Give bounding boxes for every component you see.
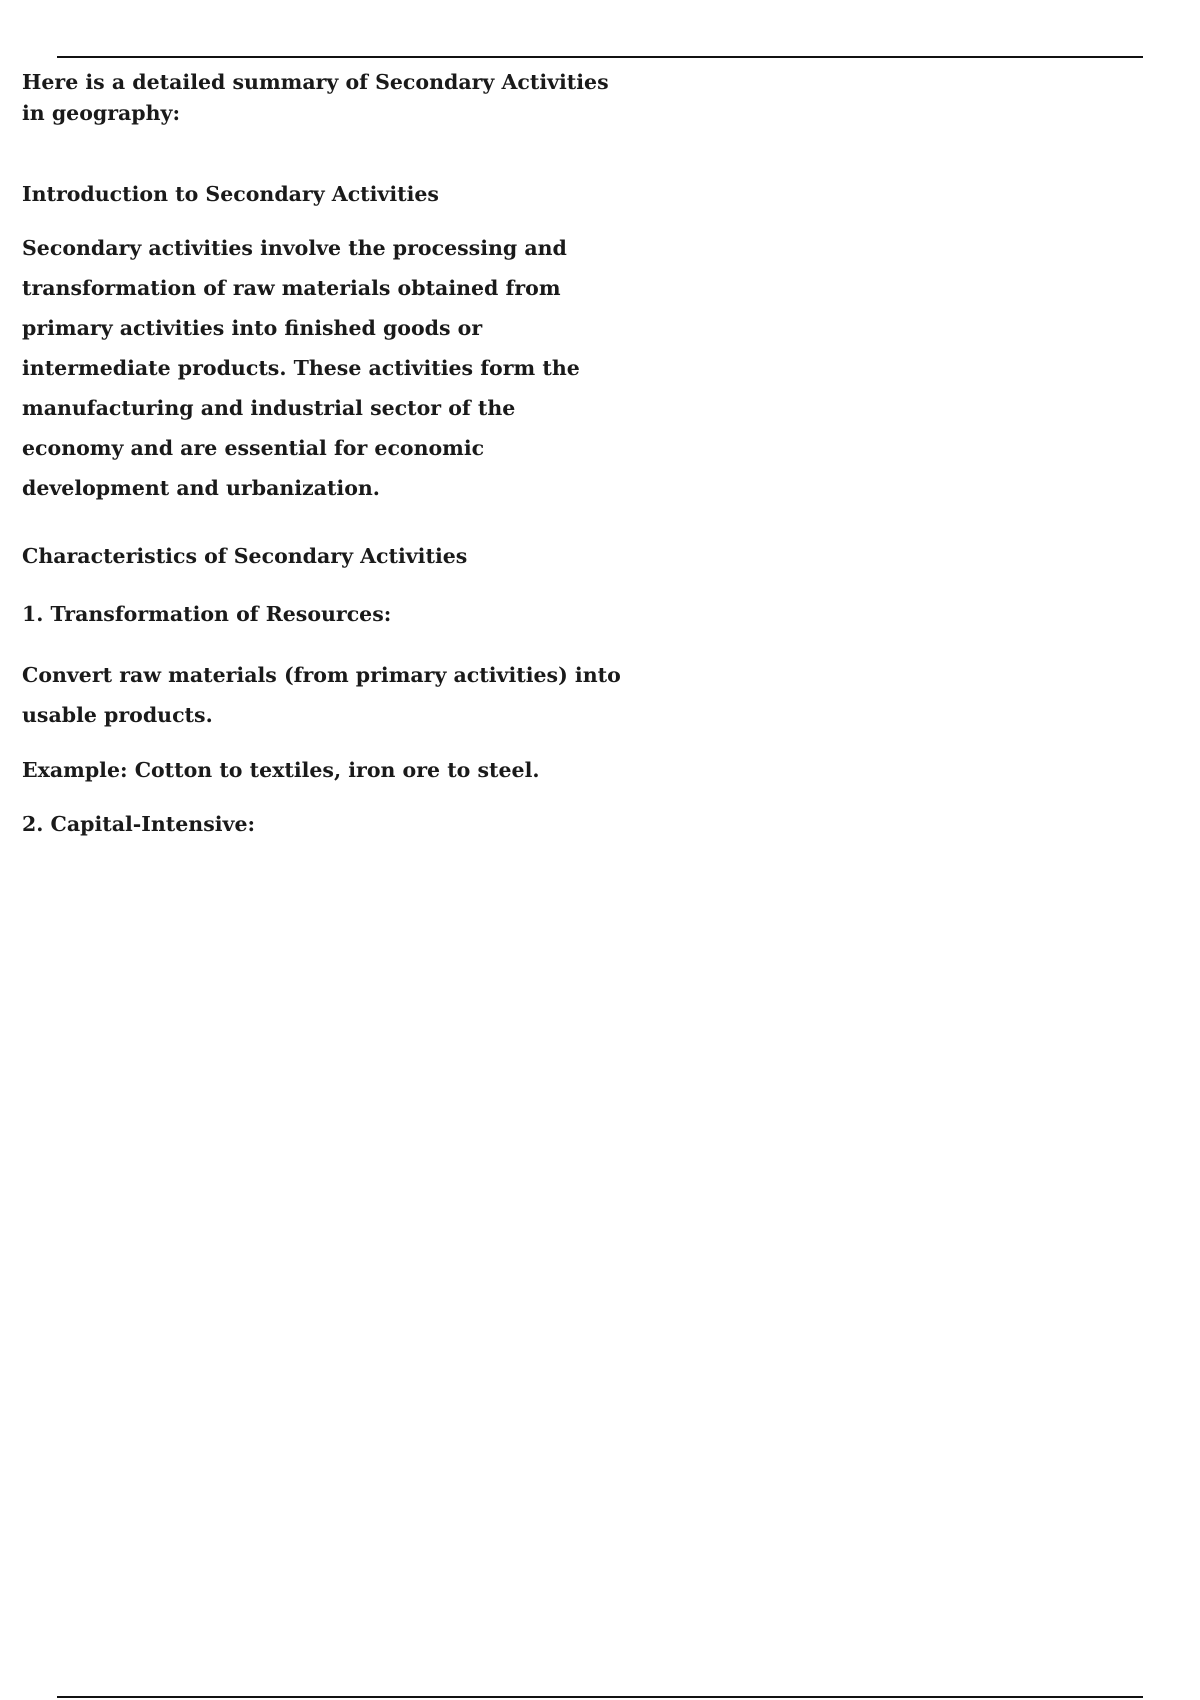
list-item-body-transformation: Convert raw materials (from primary activities) into usable products. bbox=[22, 663, 621, 727]
list-item-heading-capital-intensive: 2. Capital-Intensive: bbox=[22, 812, 256, 836]
section-introduction-body: Secondary activities involve the processing and transformation of raw materials obtained from primary activities into finished goods or intermediate products. These activities form the manufacturing and industrial sector of the economy and are essential for economic development and urbanization. bbox=[22, 236, 580, 500]
list-item-heading-transformation: 1. Transformation of Resources: bbox=[22, 602, 392, 626]
list-item-example-transformation: Example: Cotton to textiles, iron ore to steel. bbox=[22, 758, 540, 782]
section-heading-introduction: Introduction to Secondary Activities bbox=[22, 182, 439, 206]
top-rule bbox=[57, 56, 1143, 58]
section-heading-characteristics: Characteristics of Secondary Activities bbox=[22, 544, 468, 568]
intro-line: Here is a detailed summary of Secondary Activities in geography: bbox=[22, 70, 609, 125]
bottom-rule bbox=[57, 1696, 1143, 1698]
document-body bbox=[22, 67, 622, 840]
